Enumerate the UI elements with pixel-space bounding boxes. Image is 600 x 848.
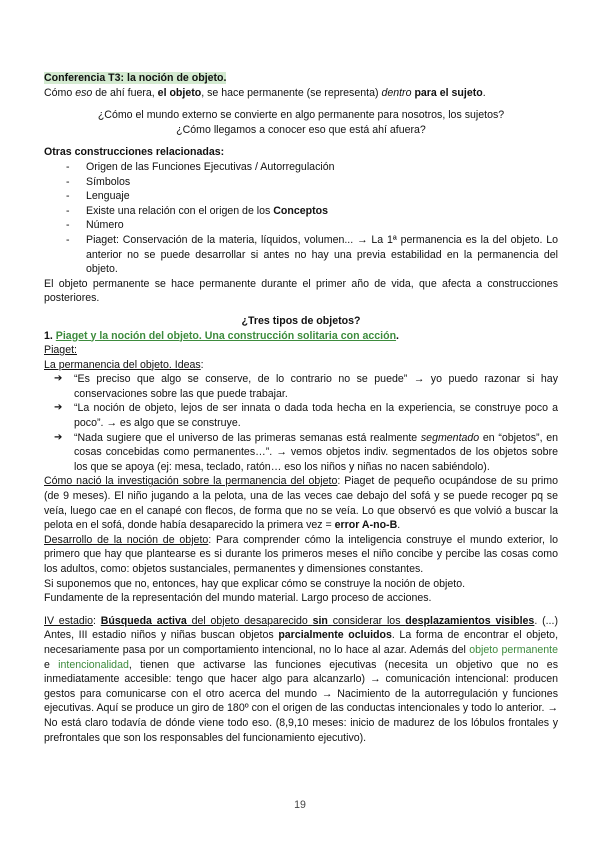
estadio-t4: . La forma de encontrar el objeto, necesariamente pasa por un comportamiento intencional, no lo hace al azar. Además del (44, 629, 559, 656)
list-item (44, 431, 558, 475)
desarrollo-label: Desarrollo de la noción de objeto (44, 533, 209, 546)
dash-marker: - (66, 190, 70, 203)
otras-list (44, 160, 558, 277)
list-item (44, 160, 558, 175)
question-2: ¿Cómo llegamos a conocer eso que está ahí afuera? (176, 123, 426, 136)
estadio-colon: : (92, 614, 101, 627)
error-a-no-b: error A-no-B (334, 519, 398, 532)
permanencia-label (44, 358, 558, 373)
idea-text: “Nada sugiere que el universo de las primeras semanas está realmente (74, 431, 421, 444)
section-1-title: Piaget y la noción del objeto. Una construcción solitaria con acción (55, 329, 397, 342)
investigacion-end: . (397, 519, 401, 532)
idea-text-end: en “objetos”, en cosas concebidas como permanentes…”. → vemos objetos indiv. segmentados de los objetos sobre los que se apoya (ej: mesa, teclado, ratón… eso los niños y niñas no nacen sabiéndolo). (74, 431, 559, 473)
idea-text: “Es preciso que algo se conserve, de lo contrario no se puede” → yo puedo razonar si hay conservaciones sobre las que puede trabajar. (74, 373, 558, 400)
estadio-t5: e (44, 658, 59, 671)
page-number: 19 (294, 799, 306, 811)
question-1: ¿Cómo el mundo externo se convierte en algo permanente para nosotros, los sujetos? (97, 109, 505, 122)
estadio-t1: del objeto desaparecido (186, 614, 313, 627)
dash-marker: - (66, 175, 70, 188)
desarrollo-line-2: Si suponemos que no, entonces, hay que explicar cómo se construye la noción de objeto. (44, 577, 466, 590)
dash-marker: - (66, 204, 70, 217)
arrow-bullet-icon: ➔ (54, 402, 63, 414)
intro-paragraph (44, 86, 558, 101)
intro-eso: eso (75, 86, 93, 99)
parcialmente-ocluidos: parcialmente ocluidos (278, 629, 392, 642)
dash-marker: - (66, 219, 70, 232)
document-body (44, 71, 558, 745)
otras-closing: El objeto permanente se hace permanente durante el primer año de vida, que afecta a construcciones posteriores. (44, 277, 558, 305)
arrow-bullet-icon: ➔ (54, 431, 63, 443)
dash-marker: - (66, 233, 70, 246)
permanencia-label-text: La permanencia del objeto. Ideas (44, 358, 201, 371)
section-number: 1. (44, 329, 53, 342)
list-item (44, 204, 558, 219)
intro-dentro: dentro (381, 86, 412, 99)
conceptos-bold: Conceptos (273, 204, 329, 217)
piaget-label: Piaget: (44, 344, 77, 357)
estadio-t6: , tienen que activarse las funciones ejecutivas (necesita un objetivo que no es inmediatamente accesible: tengo que hacer algo para alcanzarlo) → comunicación intencional: producen gestos para comunicarse con el otro acerca del mundo → Nacimiento de la autorregulación y funciones ejecutivas. Aquí se produce un giro de 180º con el origen de las conductas intencionales y todo lo anterior. → No está claro todavía de dónde viene todo eso. (8,9,10 meses: inicio de madurez de los lóbulos frontales y prefrontales que son los responsables del funcionamiento ejecutivo). (44, 658, 558, 744)
desplazamientos-visibles: desplazamientos visibles (405, 614, 535, 627)
list-item (44, 233, 558, 277)
desarrollo-text: : Para comprender cómo la inteligencia construye el mundo exterior, lo primero que hay que plantearse es si durante los primeros meses el niño concibe y percibe las cosas como los adultos, como: objetos sustanciales, permanentes y dimensiones constantes. (44, 533, 558, 575)
arrow-bullet-icon: ➔ (54, 373, 63, 385)
investigacion-label: Cómo nació la investigación sobre la permanencia del objeto (44, 475, 338, 488)
intro-para-sujeto: para el sujeto (414, 86, 483, 99)
title-text: Conferencia T3: la noción de objeto. (44, 72, 227, 84)
tres-heading: ¿Tres tipos de objetos? (241, 314, 361, 327)
conference-title (44, 71, 558, 86)
intro-el-objeto: el objeto (157, 86, 202, 99)
list-item-text: Lenguaje (86, 190, 130, 203)
estadio-t2: considerar los (327, 614, 406, 627)
list-item (44, 372, 558, 401)
list-item (44, 189, 558, 204)
objeto-permanente-green: objeto permanente (469, 643, 558, 656)
section-1-dot: . (396, 329, 399, 342)
list-item-text: Símbolos (86, 175, 131, 188)
idea-segmentado: segmentado (420, 431, 480, 444)
list-item-text: Existe una relación con el origen de los (86, 204, 274, 217)
dash-marker: - (66, 160, 70, 173)
busqueda-activa: Búsqueda activa (100, 614, 187, 627)
intencionalidad-green: intencionalidad (58, 658, 129, 671)
investigacion-paragraph (44, 474, 558, 532)
desarrollo-paragraph (44, 533, 558, 577)
otras-heading: Otras construcciones relacionadas: (44, 146, 225, 159)
intro-a: Cómo (44, 86, 76, 99)
intro-b: de ahí fuera, (92, 86, 158, 99)
list-item (44, 218, 558, 233)
estadio-paragraph (44, 614, 558, 745)
section-1-heading (44, 329, 558, 344)
idea-text: “La noción de objeto, lejos de ser innata o dada toda hecha en la experiencia, se construye poco a poco”. → es algo que se construye. (74, 402, 558, 430)
list-item-text: Número (86, 219, 124, 232)
permanencia-colon: : (200, 358, 204, 371)
estadio-t3: . (...) Antes, III estadio niños y niñas buscan objetos (44, 614, 558, 642)
ideas-list (44, 372, 558, 474)
list-item-text: Piaget: Conservación de la materia, líquidos, volumen... → La 1ª permanencia es la del objeto. Lo anterior no se puede desarrollar si antes no hay una previa estabilidad en la permanencia del objeto. (86, 233, 558, 276)
list-item-text: Origen de las Funciones Ejecutivas / Autorregulación (86, 160, 335, 173)
estadio-label: IV estadio (44, 614, 93, 627)
estadio-sin: sin (312, 614, 328, 627)
intro-c: , se hace permanente (se representa) (201, 86, 382, 99)
list-item (44, 401, 558, 430)
list-item (44, 175, 558, 190)
desarrollo-line-3: Fundamente de la representación del mundo material. Largo proceso de acciones. (44, 592, 432, 605)
investigacion-text: : Piaget de pequeño ocupándose de su primo (de 9 meses). El niño jugando a la pelota, una de las veces cae debajo del sofá y se puede recoger pq se veía, luego cae en el canapé con flecos, de forma que no se veía. Lo que observó es que volvió a buscar la pelota en el sofá, donde había desaparecido la primera vez = (44, 475, 558, 532)
intro-e: . (482, 86, 486, 99)
